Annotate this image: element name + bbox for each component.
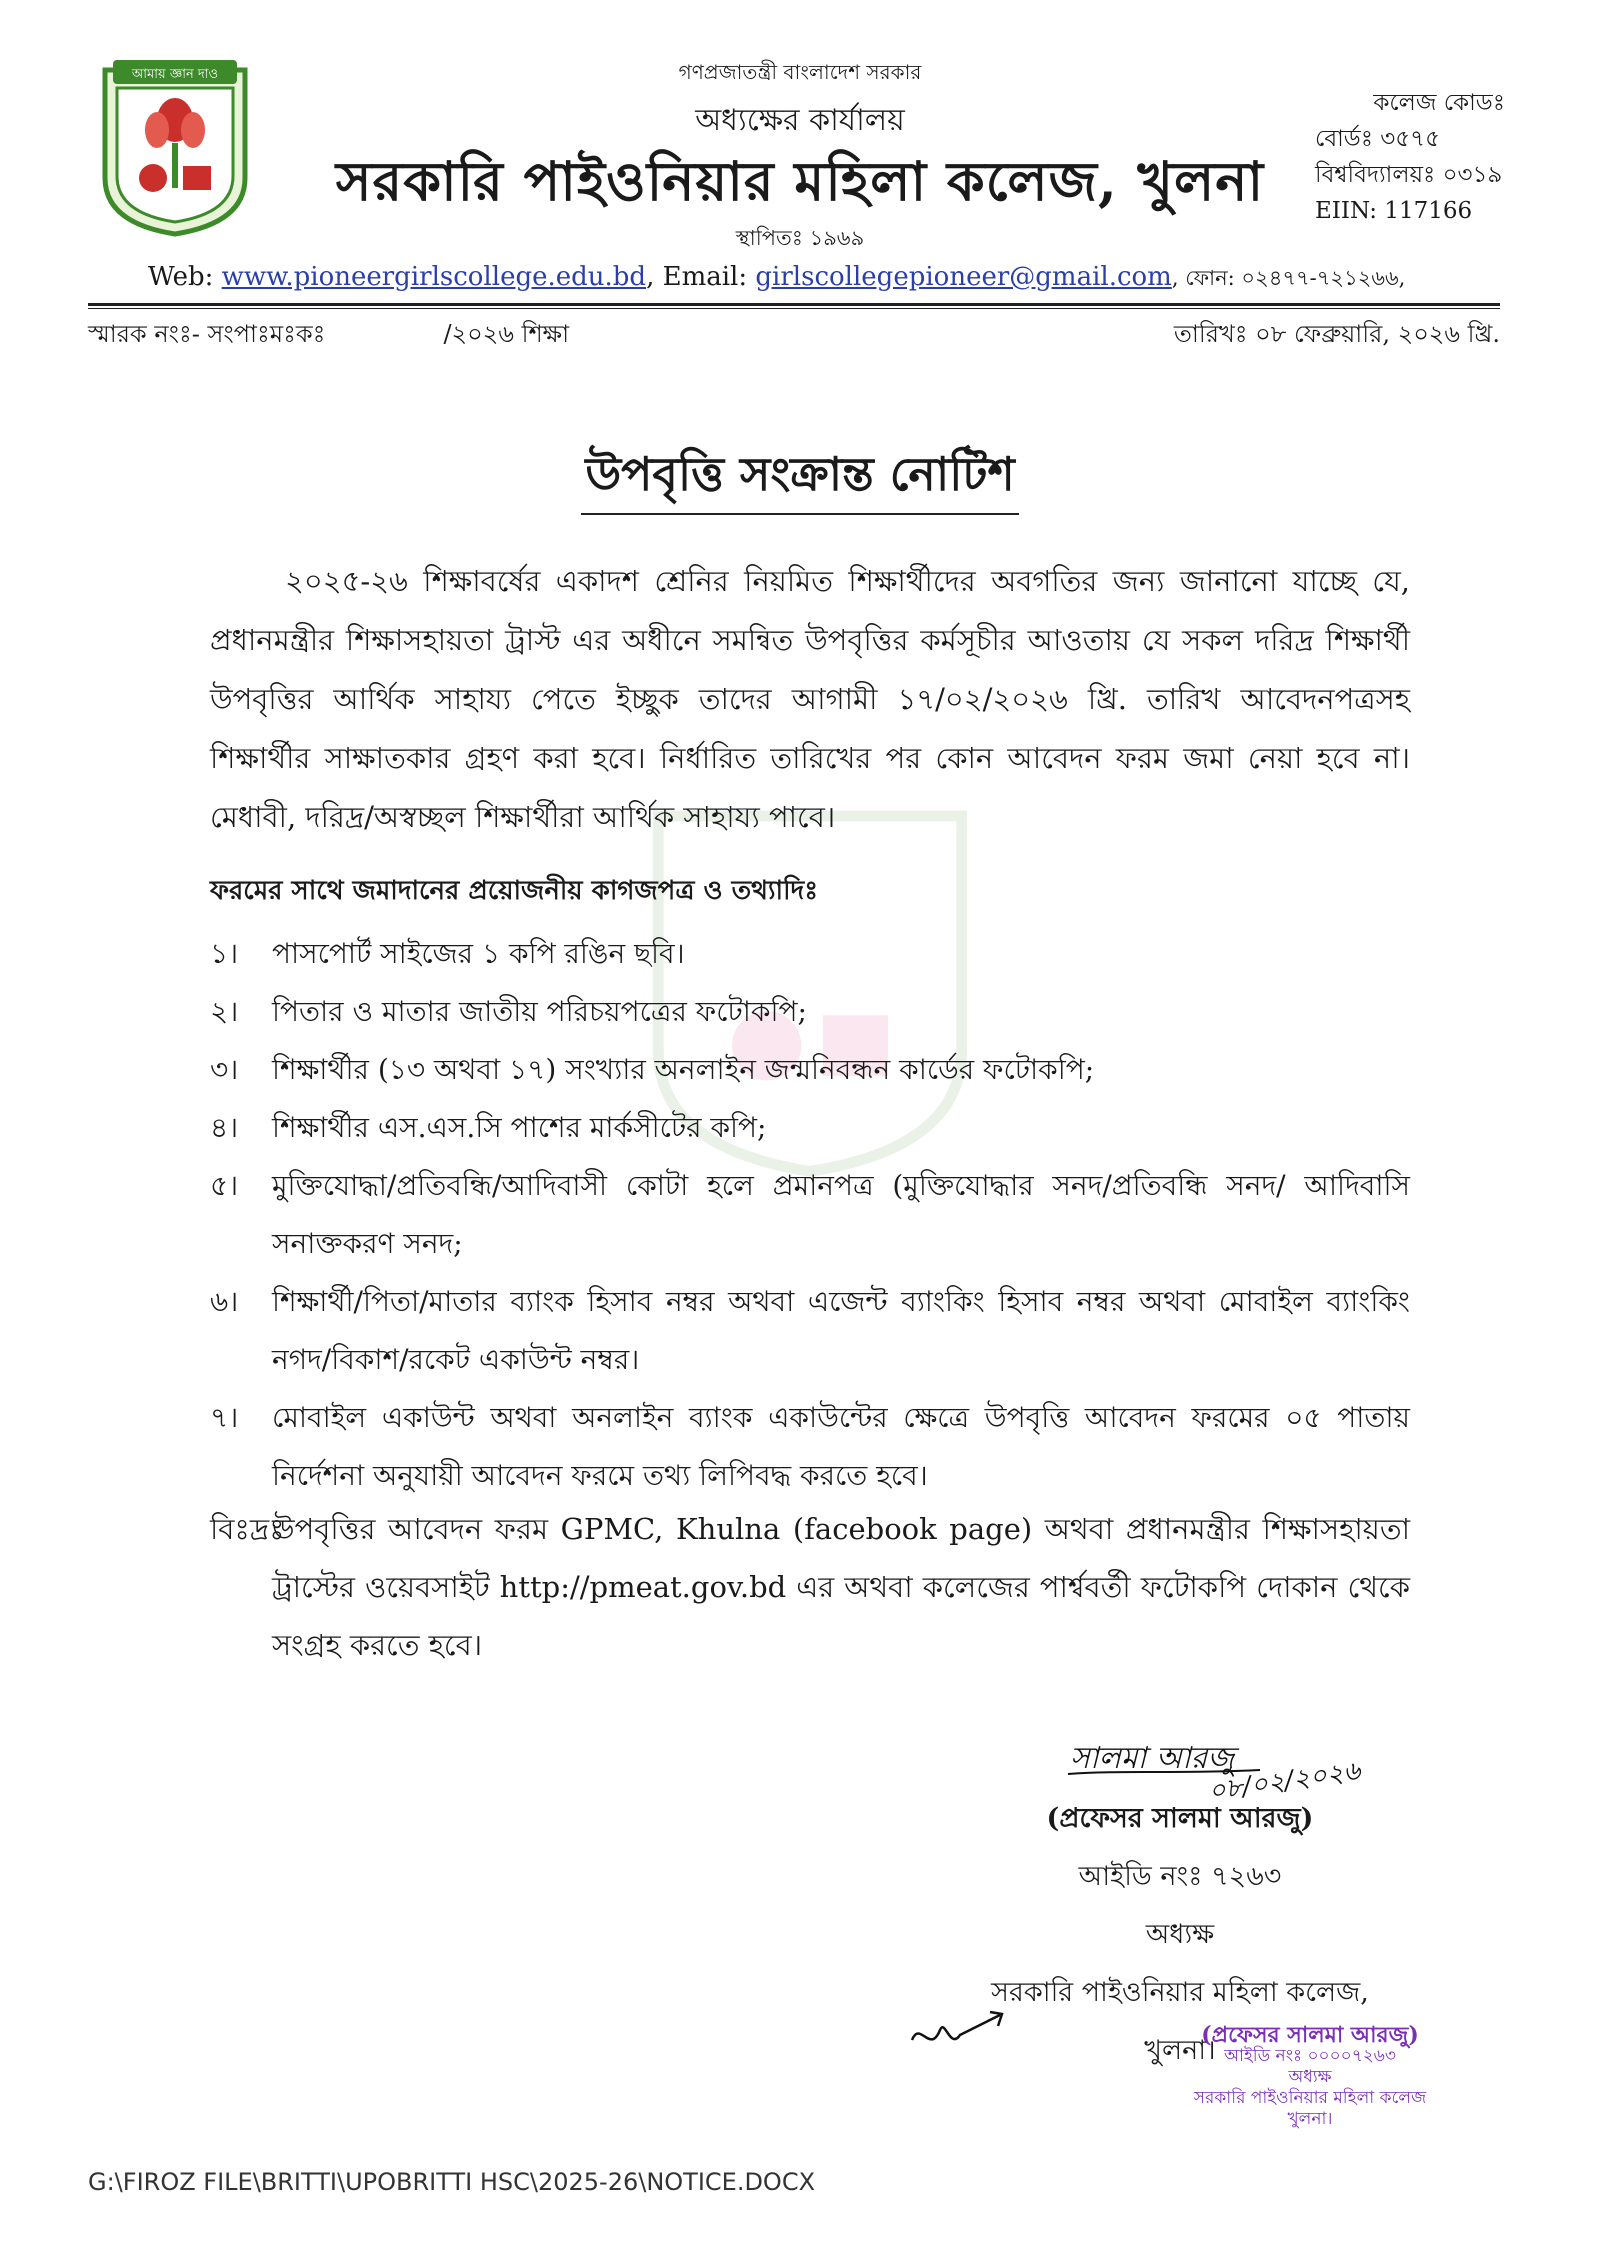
stamp-city: খুলনা। (1287, 2109, 1333, 2129)
requirement-item (210, 925, 1410, 983)
requirement-number: ৬। (210, 1285, 239, 1318)
college-name: সরকারি পাইওনিয়ার মহিলা কলেজ, খুলনা (335, 149, 1265, 213)
requirement-text: পাসপোর্ট সাইজের ১ কপি রঙিন ছবি। (272, 937, 685, 970)
official-seal-stamp (1140, 2022, 1480, 2130)
notice-note (210, 1500, 1410, 1674)
requirement-number: ৭। (210, 1401, 239, 1434)
signatory-id: আইডি নংঃ ৭২৬৩ (1078, 1861, 1282, 1892)
notice-paragraph: ২০২৫-২৬ শিক্ষাবর্ষের একাদশ শ্রেনির নিয়মিত শিক্ষার্থীদের অবগতির জন্য জানানো যাচ্ছে যে, প্রধানমন্ত্রীর শিক্ষাসহায়তা ট্রাস্ট এর অধীনে সমন্বিত উপবৃত্তির কর্মসূচীর আওতায় যে সকল দরিদ্র শিক্ষার্থী উপবৃত্তির আর্থিক সাহায্য পেতে ইচ্ছুক তাদের আগামী ১৭/০২/২০২৬ খ্রি. তারিখ আবেদনপত্রসহ শিক্ষার্থীর সাক্ষাতকার গ্রহণ করা হবে। নির্ধারিত তারিখের পর কোন আবেদন ফরম জমা নেয়া হবে না। মেধাবী, দরিদ্র/অস্বচ্ছল শিক্ষার্থীরা আর্থিক সাহায্য পাবে। (210, 564, 1410, 834)
office-heading: অধ্যক্ষের কার্যালয় (695, 103, 905, 138)
initials-signature (900, 2000, 1020, 2070)
eiin-code: EIIN: 117166 (1315, 198, 1473, 224)
web-label: Web: (148, 262, 222, 292)
note-label: বিঃদ্রঃ (210, 1512, 285, 1546)
memo-date: তারিখঃ ০৮ ফেব্রুয়ারি, ২০২৬ খ্রি. (1173, 320, 1500, 348)
contact-line (148, 262, 1405, 297)
email-label: , Email: (646, 262, 756, 292)
requirement-text: শিক্ষার্থীর এস.এস.সি পাশের মার্কসীটের কপি; (272, 1111, 767, 1144)
requirement-number: ৪। (210, 1111, 239, 1144)
signatory-designation: অধ্যক্ষ (1145, 1919, 1215, 1950)
phone-number: , ফোন: ০২৪৭৭-৭২১২৬৬, (1171, 266, 1406, 290)
signatory-name: (প্রফেসর সালমা আরজু) (1046, 1803, 1314, 1834)
requirements-heading: ফরমের সাথে জমাদানের প্রয়োজনীয় কাগজপত্র ও তথ্যাদিঃ (210, 876, 819, 906)
stamp-name: (প্রফেসর সালমা আরজু) (1201, 2022, 1419, 2048)
requirement-item (210, 1157, 1410, 1273)
requirement-item (210, 983, 1410, 1041)
requirement-text: শিক্ষার্থী/পিতা/মাতার ব্যাংক হিসাব নম্বর অথবা এজেন্ট ব্যাংকিং হিসাব নম্বর অথবা মোবাইল ব্যাংকিং নগদ/বিকাশ/রকেট একাউন্ট নম্বর। (272, 1285, 1410, 1376)
memo-number-label: স্মারক নংঃ- সংপাঃমঃকঃ (88, 320, 326, 348)
requirement-item (210, 1041, 1410, 1099)
header-divider-thin (88, 308, 1500, 309)
note-text: উপবৃত্তির আবেদন ফরম GPMC, Khulna (facebook page) অথবা প্রধানমন্ত্রীর শিক্ষাসহায়তা ট্রাস্টের ওয়েবসাইট http://pmeat.gov.bd এর অথবা কলেজের পার্শ্ববর্তী ফটোকপি দোকান থেকে সংগ্রহ করতে হবে। (272, 1512, 1410, 1662)
requirement-number: ৩। (210, 1053, 239, 1086)
memo-number (88, 316, 569, 356)
requirement-item (210, 1273, 1410, 1389)
college-code-heading: কলেজ কোডঃ (1373, 90, 1505, 116)
requirement-text: মুক্তিযোদ্ধা/প্রতিবন্ধি/আদিবাসী কোটা হলে প্রমানপত্র (মুক্তিযোদ্ধার সনদ/প্রতিবন্ধি সনদ/ আদিবাসি সনাক্তকরণ সনদ; (272, 1169, 1410, 1260)
stamp-id: আইডি নংঃ ০০০০৭২৬৩ (1224, 2046, 1396, 2066)
email-link[interactable]: girlscollegepioneer@gmail.com (755, 262, 1172, 292)
requirement-number: ৫। (210, 1169, 239, 1202)
requirement-number: ১। (210, 937, 239, 970)
board-code: বোর্ডঃ ৩৫৭৫ (1315, 126, 1441, 152)
signature-handwritten-date: ০৮/০২/২০২৬ (1206, 1755, 1363, 1807)
header-divider (88, 303, 1500, 306)
requirement-item (210, 1389, 1410, 1505)
memo-number-suffix: /২০২৬ শিক্ষা (443, 320, 570, 348)
requirement-number: ২। (210, 995, 239, 1028)
file-path-footer: G:\FIROZ FILE\BRITTI\UPOBRITTI HSC\2025-26\NOTICE.DOCX (88, 2168, 816, 2196)
established-year: স্থাপিতঃ ১৯৬৯ (735, 226, 865, 250)
stamp-designation: অধ্যক্ষ (1288, 2067, 1332, 2087)
requirement-text: মোবাইল একাউন্ট অথবা অনলাইন ব্যাংক একাউন্টের ক্ষেত্রে উপবৃত্তি আবেদন ফরমের ০৫ পাতায় নির্দেশনা অনুযায়ী আবেদন ফরমে তথ্য লিপিবদ্ধ করতে হবে। (272, 1401, 1410, 1492)
university-code: বিশ্ববিদ্যালয়ঃ ০৩১৯ (1315, 162, 1503, 188)
signatory-college: সরকারি পাইওনিয়ার মহিলা কলেজ, (991, 1977, 1369, 2008)
requirement-item (210, 1099, 1410, 1157)
requirement-text: পিতার ও মাতার জাতীয় পরিচয়পত্রের ফটোকপি; (272, 995, 807, 1028)
stamp-college: সরকারি পাইওনিয়ার মহিলা কলেজ (1193, 2088, 1427, 2108)
logo-motto: আমায় জ্ঞান দাও (131, 67, 219, 82)
notice-title-text: উপবৃত্তি সংক্রান্ত নোটিশ (581, 447, 1018, 515)
signatory-city: খুলনা। (1144, 2035, 1216, 2066)
signature-handwritten-name: সালমা আরজু (1070, 1741, 1235, 1776)
notice-title (0, 440, 1600, 516)
college-codes (1315, 85, 1505, 229)
government-heading: গণপ্রজাতন্ত্রী বাংলাদেশ সরকার (678, 60, 922, 84)
requirement-text: শিক্ষার্থীর (১৩ অথবা ১৭) সংখ্যার অনলাইন জন্মনিবন্ধন কার্ডের ফটোকপি; (272, 1053, 1095, 1086)
website-link[interactable]: www.pioneergirlscollege.edu.bd (221, 262, 647, 292)
